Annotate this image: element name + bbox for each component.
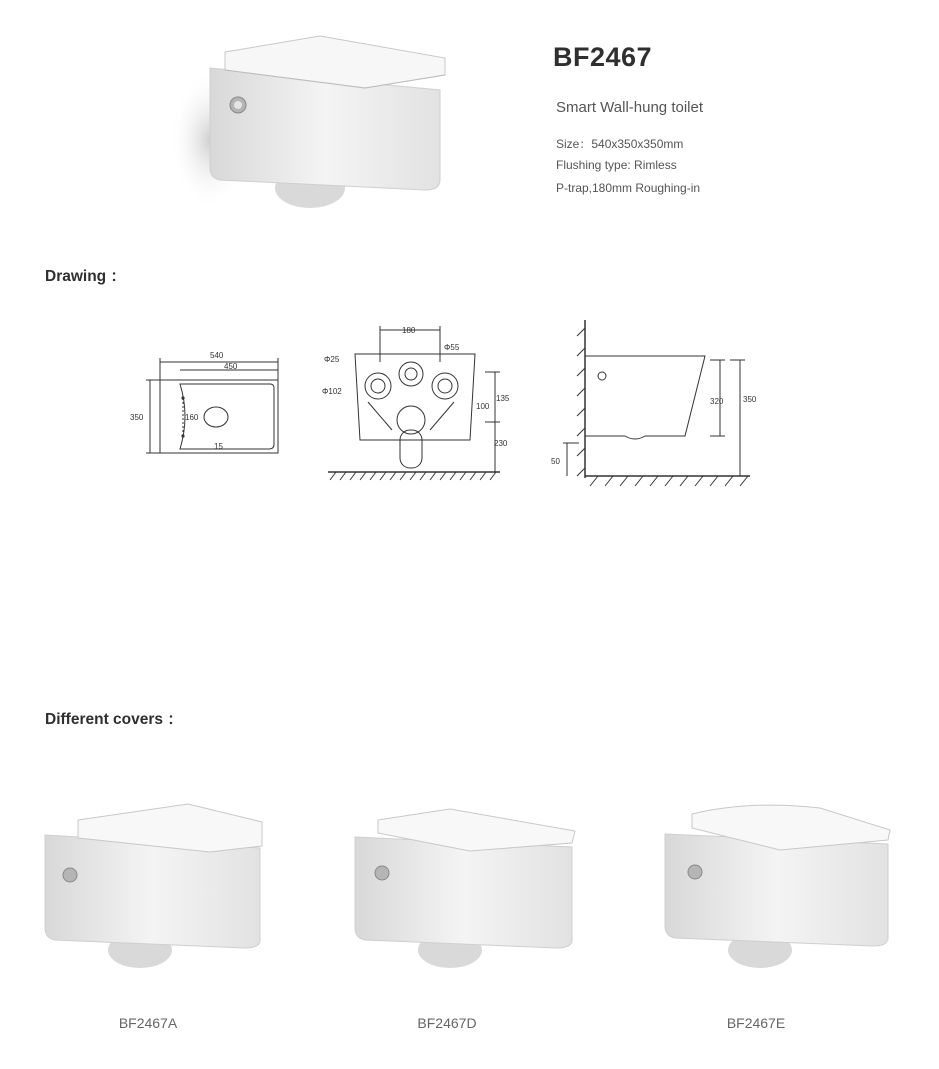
drawing-heading: Drawing ： [45,268,126,285]
cover-image-d [350,805,580,980]
drawing-back-view [320,322,520,490]
model-number: BF2467 [553,42,653,72]
drawing-side-view [545,318,770,490]
dim-135: 135 [496,394,510,403]
cover-image-e [660,800,895,980]
cover-image-a [40,800,270,980]
spec-trap: P-trap,180mm Roughing-in [556,181,701,195]
dim-540: 540 [210,351,224,360]
covers-heading: Different covers ： [45,711,183,728]
dim-180: 180 [402,326,416,335]
dim-230: 230 [494,439,508,448]
dia-25: Φ25 [324,355,340,364]
cover-label-d: BF2467D [417,1015,477,1031]
cover-label-e: BF2467E [726,1015,786,1031]
cover-label-a: BF2467A [118,1015,178,1031]
dia-55: Φ55 [444,343,460,352]
product-image [170,30,460,215]
dim-320: 320 [710,397,724,406]
spec-size: Size：540x350x350mm [556,137,684,151]
product-name: Smart Wall-hung toilet [556,99,703,116]
dim-100: 100 [476,402,490,411]
dim-15: 15 [214,442,223,451]
dim-50: 50 [551,457,560,466]
spec-flushing: Flushing type: Rimless [556,158,677,172]
dim-450: 450 [224,362,238,371]
drawing-top-view [128,340,288,460]
dim-side-350: 350 [743,395,757,404]
dia-102: Φ102 [322,387,342,396]
dim-350: 350 [130,413,144,422]
dim-160: 160 [185,413,199,422]
